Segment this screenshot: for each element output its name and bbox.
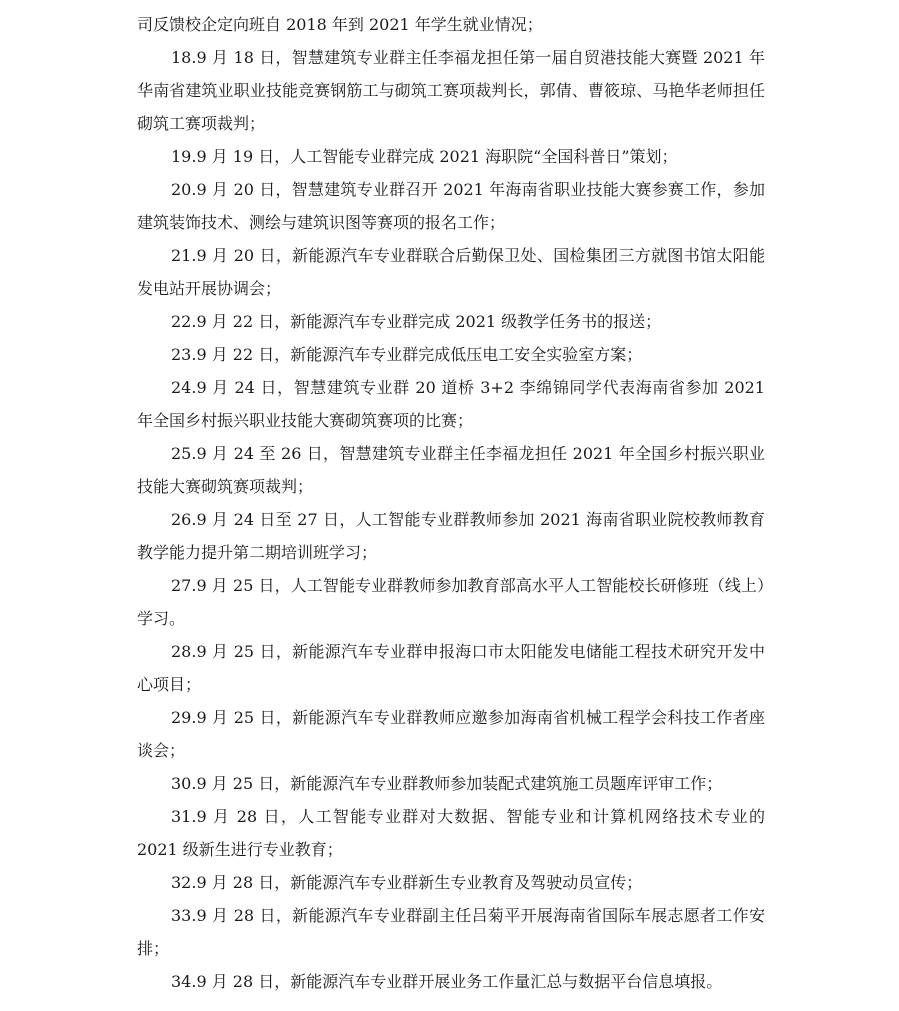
list-item: 26.9 月 24 日至 27 日，人工智能专业群教师参加 2021 海南省职业院校教师教育教学能力提升第二期培训班学习； — [137, 510, 765, 562]
list-item: 33.9 月 28 日，新能源汽车专业群副主任吕菊平开展海南省国际车展志愿者工作安排； — [137, 906, 765, 958]
list-item: 22.9 月 22 日，新能源汽车专业群完成 2021 级教学任务书的报送； — [171, 312, 662, 331]
list-item: 30.9 月 25 日，新能源汽车专业群教师参加装配式建筑施工员题库评审工作； — [171, 774, 723, 793]
list-item: 20.9 月 20 日，智慧建筑专业群召开 2021 年海南省职业技能大赛参赛工作，参加建筑装饰技术、测绘与建筑识图等赛项的报名工作； — [137, 180, 765, 232]
list-item: 19.9 月 19 日，人工智能专业群完成 2021 海职院“全国科普日”策划； — [171, 147, 678, 166]
list-item: 23.9 月 22 日，新能源汽车专业群完成低压电工安全实验室方案； — [171, 345, 643, 364]
list-item: 32.9 月 28 日，新能源汽车专业群新生专业教育及驾驶动员宣传； — [171, 873, 643, 892]
list-item: 34.9 月 28 日，新能源汽车专业群开展业务工作量汇总与数据平台信息填报。 — [171, 972, 723, 991]
list-item: 21.9 月 20 日，新能源汽车专业群联合后勤保卫处、国检集团三方就图书馆太阳能发电站开展协调会； — [137, 246, 765, 298]
list-item: 25.9 月 24 至 26 日，智慧建筑专业群主任李福龙担任 2021 年全国乡村振兴职业技能大赛砌筑赛项裁判； — [137, 444, 765, 496]
list-item: 28.9 月 25 日，新能源汽车专业群申报海口市太阳能发电储能工程技术研究开发中心项目； — [137, 642, 765, 694]
document-page — [137, 8, 765, 998]
list-item: 18.9 月 18 日，智慧建筑专业群主任李福龙担任第一届自贸港技能大赛暨 2021 年华南省建筑业职业技能竞赛钢筋工与砌筑工赛项裁判长，郭倩、曹筱琼、马艳华老师担任砌筑工赛项裁判； — [137, 48, 765, 133]
list-item: 31.9 月 28 日，人工智能专业群对大数据、智能专业和计算机网络技术专业的 2021 级新生进行专业教育； — [137, 807, 765, 859]
list-item: 24.9 月 24 日，智慧建筑专业群 20 道桥 3+2 李绵锦同学代表海南省参加 2021 年全国乡村振兴职业技能大赛砌筑赛项的比赛； — [137, 378, 765, 430]
list-item: 27.9 月 25 日，人工智能专业群教师参加教育部高水平人工智能校长研修班（线上）学习。 — [137, 576, 765, 628]
list-item: 29.9 月 25 日，新能源汽车专业群教师应邀参加海南省机械工程学会科技工作者座谈会； — [137, 708, 765, 760]
paragraph: 司反馈校企定向班自 2018 年到 2021 年学生就业情况； — [137, 15, 543, 34]
